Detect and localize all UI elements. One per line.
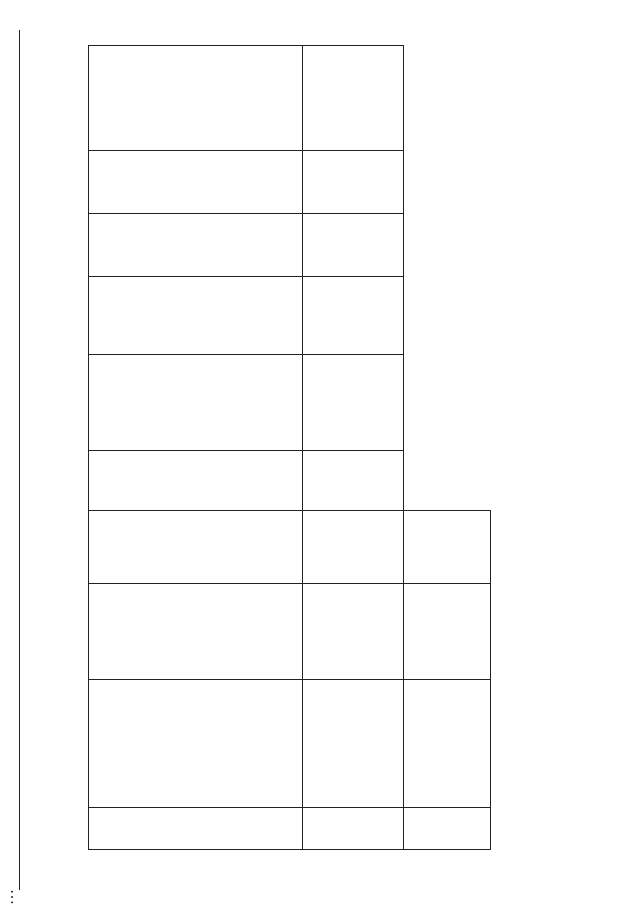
cell-op-time-volume <box>302 151 403 214</box>
work-norms-table <box>88 45 491 850</box>
header-op-time <box>89 277 303 355</box>
rotated-page-content: … <box>0 0 640 905</box>
cell-op-time <box>302 277 403 355</box>
cell-work-element <box>302 680 403 808</box>
header-volume <box>89 214 303 277</box>
cell-unit <box>302 584 403 680</box>
header-grade <box>89 451 303 511</box>
cell-volume <box>302 214 403 277</box>
header-op-time-volume <box>89 151 303 214</box>
cell-tools <box>302 355 403 451</box>
cell-unit <box>403 584 490 680</box>
cell-work-element <box>403 680 490 808</box>
table-row <box>302 46 403 850</box>
cell-num <box>302 808 403 850</box>
cell-grade <box>302 451 403 511</box>
table-header-row <box>89 46 303 850</box>
header-work-element <box>89 680 303 808</box>
header-time-norm <box>89 46 303 151</box>
header-num <box>89 808 303 850</box>
cell-workers <box>403 511 490 584</box>
header-tools <box>89 355 303 451</box>
table-row <box>403 46 490 850</box>
cell-workers <box>302 511 403 584</box>
cell-num <box>403 808 490 850</box>
header-unit <box>89 584 303 680</box>
header-workers <box>89 511 303 584</box>
cell-time-norm <box>302 46 403 151</box>
